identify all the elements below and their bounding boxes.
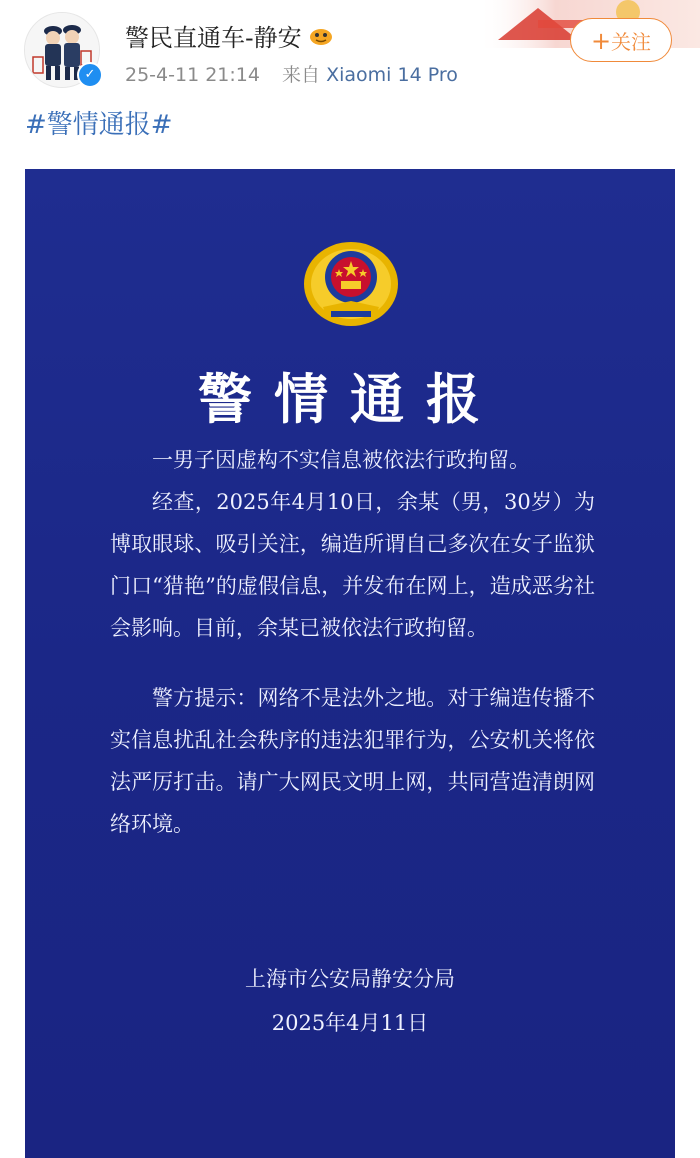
notice-image[interactable] (25, 169, 675, 1158)
post-header (0, 0, 700, 100)
follow-button[interactable] (570, 18, 672, 62)
notice-issuer: 上海市公安局静安分局 (245, 967, 455, 991)
username[interactable] (125, 18, 334, 53)
notice-title: 警情通报 (198, 367, 502, 431)
device-link[interactable]: Xiaomi 14 Pro (326, 64, 458, 86)
topic-hashtag[interactable]: #警情通报# (25, 110, 173, 140)
username-text[interactable]: 警民直通车-静安 (125, 24, 302, 52)
post-meta (125, 60, 458, 87)
verified-badge-icon: ✓ (77, 62, 103, 88)
plus-icon: + (590, 27, 612, 55)
fan-badge-icon (308, 25, 334, 47)
source-prefix: 来自 (282, 64, 321, 86)
notice-paragraph-2: 经查，2025年4月10日，余某（男，30岁）为博取眼球、吸引关注，编造所谓自己多次在女子监狱门口“猎艳”的虚假信息，并发布在网上，造成恶劣社会影响。目前，余某已被依法行政拘留。 (110, 490, 595, 640)
police-emblem-icon (301, 229, 401, 329)
follow-label: 关注 (611, 30, 652, 54)
notice-lead: 一男子因虚构不实信息被依法行政拘留。 (152, 448, 530, 472)
notice-paragraph-3: 警方提示：网络不是法外之地。对于编造传播不实信息扰乱社会秩序的违法犯罪行为，公安机关将依法严厉打击。请广大网民文明上网，共同营造清朗网络环境。 (110, 686, 595, 836)
notice-date: 2025年4月11日 (271, 1011, 429, 1035)
post-timestamp: 25-4-11 21:14 (125, 64, 260, 86)
